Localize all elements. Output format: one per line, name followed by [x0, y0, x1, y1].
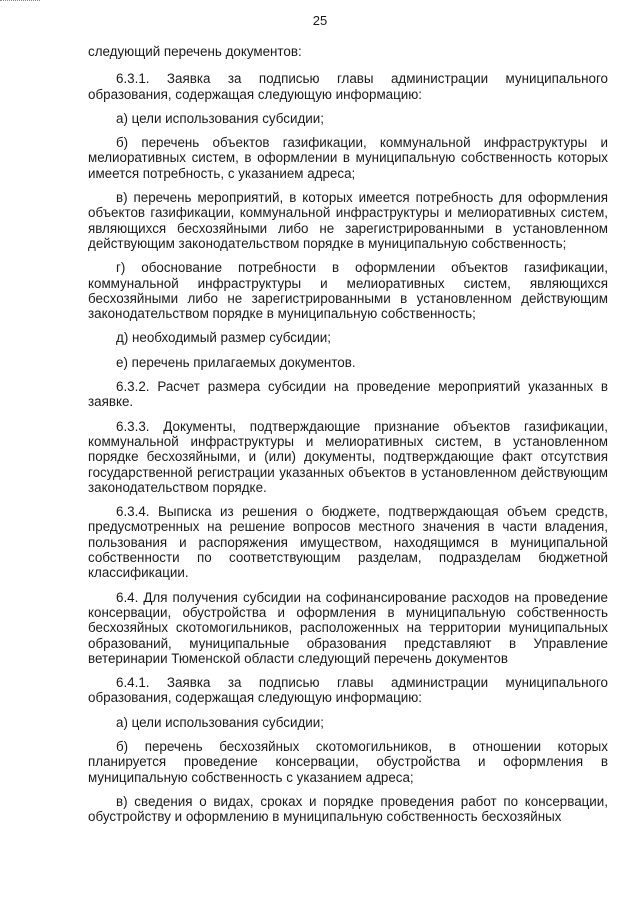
page-number: 25 [312, 13, 328, 28]
paragraph-6-3-1: 6.3.1. Заявка за подписью главы администрации муниципального образования, содержащая следующую информацию: [88, 71, 608, 102]
list-item-d: д) необходимый размер субсидии; [116, 330, 331, 346]
list-item-a: а) цели использования субсидии; [116, 110, 324, 126]
list-item-b: б) перечень объектов газификации, коммунальной инфраструктуры и мелиоративных систем, в оформлении в муниципальную собственность которых имеется потребность, с указанием адреса; [88, 135, 608, 181]
paragraph-continuation: следующий перечень документов: [88, 44, 302, 59]
paragraph-6-3-3: 6.3.3. Документы, подтверждающие признание объектов газификации, коммунальной инфраструктуры и мелиоративных систем, в установленном порядке бесхозяйными, и (или) документы, подтверждающие факт отсутствия государственной регистрации указанных объектов в установленном действующим законодательством порядке. [88, 418, 608, 495]
list-item-g: г) обоснование потребности в оформлении объектов газификации, коммунальной инфраструктуры и мелиоративных систем, являющихся бесхозяйными либо не зарегистрированными в установленном действующим законодательством порядке в муниципальную собственность; [88, 260, 608, 322]
scan-mark [0, 0, 40, 5]
list-item-a-2: а) цели использования субсидии; [116, 714, 324, 730]
list-item-v-2: в) сведения о видах, сроках и порядке проведения работ по консервации, обустройству и оформлению в муниципальную собственность бесхозяйных [88, 793, 608, 825]
paragraph-6-4-1: 6.4.1. Заявка за подписью главы администрации муниципального образования, содержащая следующую информацию: [88, 675, 608, 706]
paragraph-6-3-4: 6.3.4. Выписка из решения о бюджете, подтверждающая объем средств, предусмотренных на решение вопросов местного значения в части владения, пользования и распоряжения имуществом, находящимся в муниципальной собственности по соответствующим разделам, подразделам бюджетной классификации. [88, 504, 608, 581]
paragraph-6-4: 6.4. Для получения субсидии на софинансирование расходов на проведение консервации, обустройства и оформления в муниципальную собственность бесхозяйных скотомогильников, расположенных на территории муниципальных образований, муниципальные образования представляют в Управление ветеринарии Тюменской области следующий перечень документов [88, 589, 608, 666]
paragraph-6-3-2: 6.3.2. Расчет размера субсидии на проведение мероприятий указанных в заявке. [88, 379, 608, 410]
document-body [88, 44, 608, 824]
list-item-b-2: б) перечень бесхозяйных скотомогильников, в отношении которых планируется проведение консервации, обустройства и оформления в муниципальную собственность с указанием адреса; [88, 738, 608, 785]
list-item-e: е) перечень прилагаемых документов. [116, 354, 356, 370]
list-item-v: в) перечень мероприятий, в которых имеется потребность для оформления объектов газификации, коммунальной инфраструктуры и мелиоративных систем, являющихся бесхозяйными либо не зарегистрированными в установленном действующим законодательством порядке в муниципальную собственность; [88, 190, 608, 251]
